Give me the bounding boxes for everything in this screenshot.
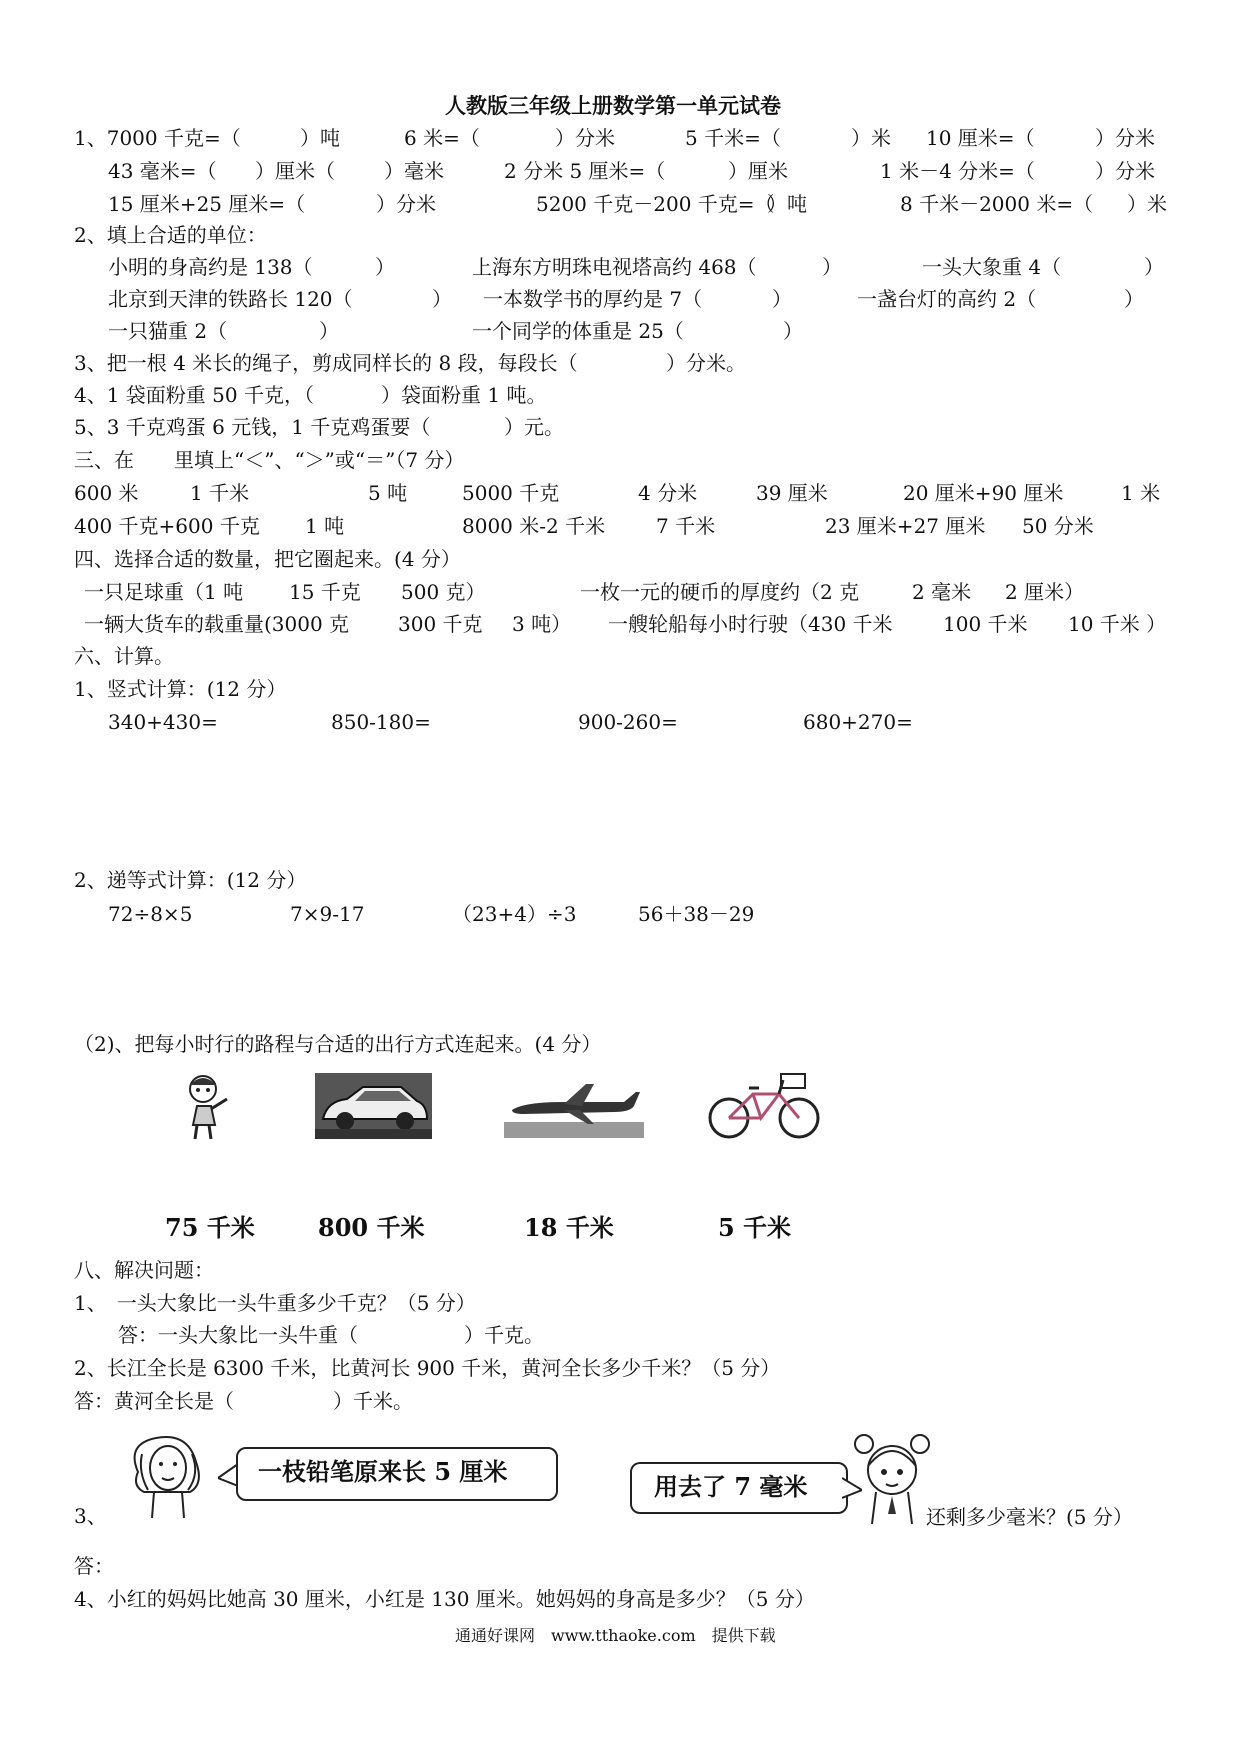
s3-r1-b: 1 千米 bbox=[190, 481, 250, 505]
girl-figure-icon bbox=[852, 1430, 932, 1526]
s4-r1-b: 15 千克 bbox=[289, 580, 361, 604]
speed-label-4: 5 千米 bbox=[718, 1213, 792, 1242]
speech-bubble-2-text: 用去了 7 毫米 bbox=[654, 1472, 808, 1501]
s3-r2-d: 7 千米 bbox=[656, 514, 716, 538]
bicycle-icon bbox=[705, 1070, 823, 1140]
q4-text-end: ）袋面粉重 1 吨。 bbox=[381, 383, 547, 407]
s6-heading: 六、计算。 bbox=[74, 644, 174, 668]
p1-answer: 答：一头大象比一头牛重（ bbox=[118, 1323, 358, 1347]
speech-pointer-1 bbox=[218, 1460, 238, 1490]
q1-r3-b: ）分米 bbox=[376, 192, 436, 216]
q2-r1-d: ） bbox=[822, 255, 842, 279]
q2-heading: 2、填上合适的单位： bbox=[74, 223, 267, 247]
q1-r3-d: ）吨 bbox=[767, 192, 807, 216]
q2-r1-c: 上海东方明珠电视塔高约 468（ bbox=[472, 255, 757, 279]
stepwise-calc-1: 72÷8×5 bbox=[108, 902, 193, 926]
speed-label-1: 75 千米 bbox=[165, 1213, 255, 1242]
s6-sub1: 1、竖式计算：(12 分） bbox=[74, 677, 287, 701]
q1-r2-a: 43 毫米=（ bbox=[108, 159, 217, 183]
speed-label-2: 800 千米 bbox=[318, 1213, 425, 1242]
s4-r2-f: 10 千米 ） bbox=[1068, 612, 1167, 636]
p2-answer-end: ）千米。 bbox=[333, 1389, 413, 1413]
stepwise-calc-2: 7×9-17 bbox=[290, 902, 365, 926]
s4-r1-e: 2 毫米 bbox=[912, 580, 972, 604]
q2-r1-f: ） bbox=[1144, 255, 1164, 279]
q4-text: 4、1 袋面粉重 50 千克，（ bbox=[74, 383, 314, 407]
q1-r2-d: 2 分米 5 厘米=（ bbox=[504, 159, 666, 183]
s3-r2-c: 8000 米-2 千米 bbox=[462, 514, 606, 538]
s3-r1-g: 20 厘米+90 厘米 bbox=[903, 481, 1064, 505]
s4-r2-c: 3 吨） bbox=[512, 612, 572, 636]
q1-r1-b: ）吨 bbox=[300, 126, 340, 150]
stepwise-calc-3: （23+4）÷3 bbox=[452, 902, 577, 926]
q5-text-end: ）元。 bbox=[504, 415, 564, 439]
vertical-calc-2: 850-180= bbox=[331, 710, 431, 734]
s3-r1-d: 5000 千克 bbox=[462, 481, 560, 505]
s4-r1-d: 一枚一元的硬币的厚度约（2 克 bbox=[580, 580, 860, 604]
s4-heading: 四、选择合适的数量，把它圈起来。(4 分） bbox=[74, 547, 461, 571]
vertical-calc-4: 680+270= bbox=[803, 710, 913, 734]
q1-r3-f: ）米 bbox=[1127, 192, 1167, 216]
vertical-calc-3: 900-260= bbox=[578, 710, 678, 734]
q2-r2-a: 北京到天津的铁路长 120（ bbox=[108, 287, 353, 311]
q1-r3-a: 15 厘米+25 厘米=（ bbox=[108, 192, 306, 216]
p2-text: 2、长江全长是 6300 千米，比黄河长 900 千米，黄河全长多少千米？（5 分） bbox=[74, 1356, 781, 1380]
page-title: 人教版三年级上册数学第一单元试卷 bbox=[445, 93, 781, 118]
s4-r1-a: 一只足球重（1 吨 bbox=[84, 580, 244, 604]
q1-r2-g: ）分米 bbox=[1095, 159, 1155, 183]
q5-text: 5、3 千克鸡蛋 6 元钱，1 千克鸡蛋要（ bbox=[74, 415, 431, 439]
s4-r2-b: 300 千克 bbox=[398, 612, 483, 636]
q1-r2-f: 1 米－4 分米=（ bbox=[880, 159, 1035, 183]
p3-number: 3、 bbox=[74, 1504, 107, 1528]
q1-r3-c: 5200 千克－200 千克=（ bbox=[536, 192, 775, 216]
s4-r1-f: 2 厘米） bbox=[1005, 580, 1085, 604]
q2-r3-b: ） bbox=[319, 319, 339, 343]
q1-r1-c: 6 米=（ bbox=[404, 126, 480, 150]
s4-r2-a: 一辆大货车的载重量(3000 克 bbox=[84, 612, 350, 636]
q1-r1-d: ）分米 bbox=[555, 126, 615, 150]
q1-r1-g: 10 厘米=（ bbox=[926, 126, 1035, 150]
s8-heading: 八、解决问题： bbox=[74, 1258, 214, 1282]
page-footer: 通通好课网 www.tthaoke.com 提供下载 bbox=[455, 1626, 776, 1645]
p4-text: 4、小红的妈妈比她高 30 厘米，小红是 130 厘米。她妈妈的身高是多少？（5 分） bbox=[74, 1587, 815, 1611]
q2-r2-c: 一本数学书的厚约是 7（ bbox=[483, 287, 703, 311]
s3-r2-a: 400 千克+600 千克 bbox=[74, 514, 260, 538]
q2-r3-a: 一只猫重 2（ bbox=[108, 319, 228, 343]
q2-r3-d: ） bbox=[783, 319, 803, 343]
s3-r1-c: 5 吨 bbox=[368, 481, 408, 505]
q3-text: 3、把一根 4 米长的绳子，剪成同样长的 8 段，每段长（ bbox=[74, 351, 578, 375]
p3-answer: 答： bbox=[74, 1554, 114, 1578]
p3-question: 还剩多少毫米？(5 分） bbox=[926, 1505, 1133, 1529]
p1-answer-end: ）千克。 bbox=[464, 1323, 544, 1347]
vertical-calc-1: 340+430= bbox=[108, 710, 218, 734]
q3-text-end: ）分米。 bbox=[666, 351, 746, 375]
walking-child-icon bbox=[175, 1073, 245, 1141]
q2-r1-e: 一头大象重 4（ bbox=[922, 255, 1062, 279]
car-icon bbox=[315, 1073, 432, 1139]
q2-r3-c: 一个同学的体重是 25（ bbox=[472, 319, 684, 343]
q1-r1-a: 1、7000 千克=（ bbox=[74, 126, 241, 150]
q1-r1-h: ）分米 bbox=[1095, 126, 1155, 150]
p2-answer: 答：黄河全长是（ bbox=[74, 1389, 234, 1413]
s4-r1-c: 500 克） bbox=[401, 580, 486, 604]
s3-r1-f: 39 厘米 bbox=[756, 481, 828, 505]
q2-r2-f: ） bbox=[1124, 287, 1144, 311]
s3-r1-e: 4 分米 bbox=[638, 481, 698, 505]
q1-r2-e: ）厘米 bbox=[728, 159, 788, 183]
q1-r1-f: ）米 bbox=[851, 126, 891, 150]
s6-sub2: 2、递等式计算：(12 分） bbox=[74, 868, 307, 892]
q2-r1-a: 小明的身高约是 138（ bbox=[108, 255, 313, 279]
mother-figure-icon bbox=[118, 1432, 218, 1520]
s3-r1-a: 600 米 bbox=[74, 481, 139, 505]
s3-r2-f: 50 分米 bbox=[1022, 514, 1094, 538]
s3-r1-h: 1 米 bbox=[1121, 481, 1161, 505]
q1-r1-e: 5 千米=（ bbox=[685, 126, 781, 150]
stepwise-calc-4: 56＋38－29 bbox=[638, 902, 755, 926]
q1-r2-c: ）毫米 bbox=[384, 159, 444, 183]
s4-r2-e: 100 千米 bbox=[943, 612, 1028, 636]
q1-r3-e: 8 千米－2000 米=（ bbox=[900, 192, 1094, 216]
p1-text: 1、 一头大象比一头牛重多少千克？（5 分） bbox=[74, 1291, 476, 1315]
s3-r2-e: 23 厘米+27 厘米 bbox=[825, 514, 986, 538]
q2-r1-b: ） bbox=[375, 255, 395, 279]
q2-r2-e: 一盏台灯的高约 2（ bbox=[857, 287, 1037, 311]
s4-r2-d: 一艘轮船每小时行驶（430 千米 bbox=[608, 612, 893, 636]
match-heading: （2)、把每小时行的路程与合适的出行方式连起来。(4 分） bbox=[74, 1032, 602, 1056]
s3-heading: 三、在 里填上“＜”、“＞”或“＝”（7 分） bbox=[74, 448, 465, 472]
airplane-icon bbox=[504, 1080, 644, 1138]
speed-label-3: 18 千米 bbox=[524, 1213, 614, 1242]
s3-r2-b: 1 吨 bbox=[305, 514, 345, 538]
q2-r2-b: ） bbox=[432, 287, 452, 311]
q2-r2-d: ） bbox=[772, 287, 792, 311]
q1-r2-b: ）厘米（ bbox=[255, 159, 335, 183]
speech-bubble-1-text: 一枝铅笔原来长 5 厘米 bbox=[258, 1457, 508, 1486]
